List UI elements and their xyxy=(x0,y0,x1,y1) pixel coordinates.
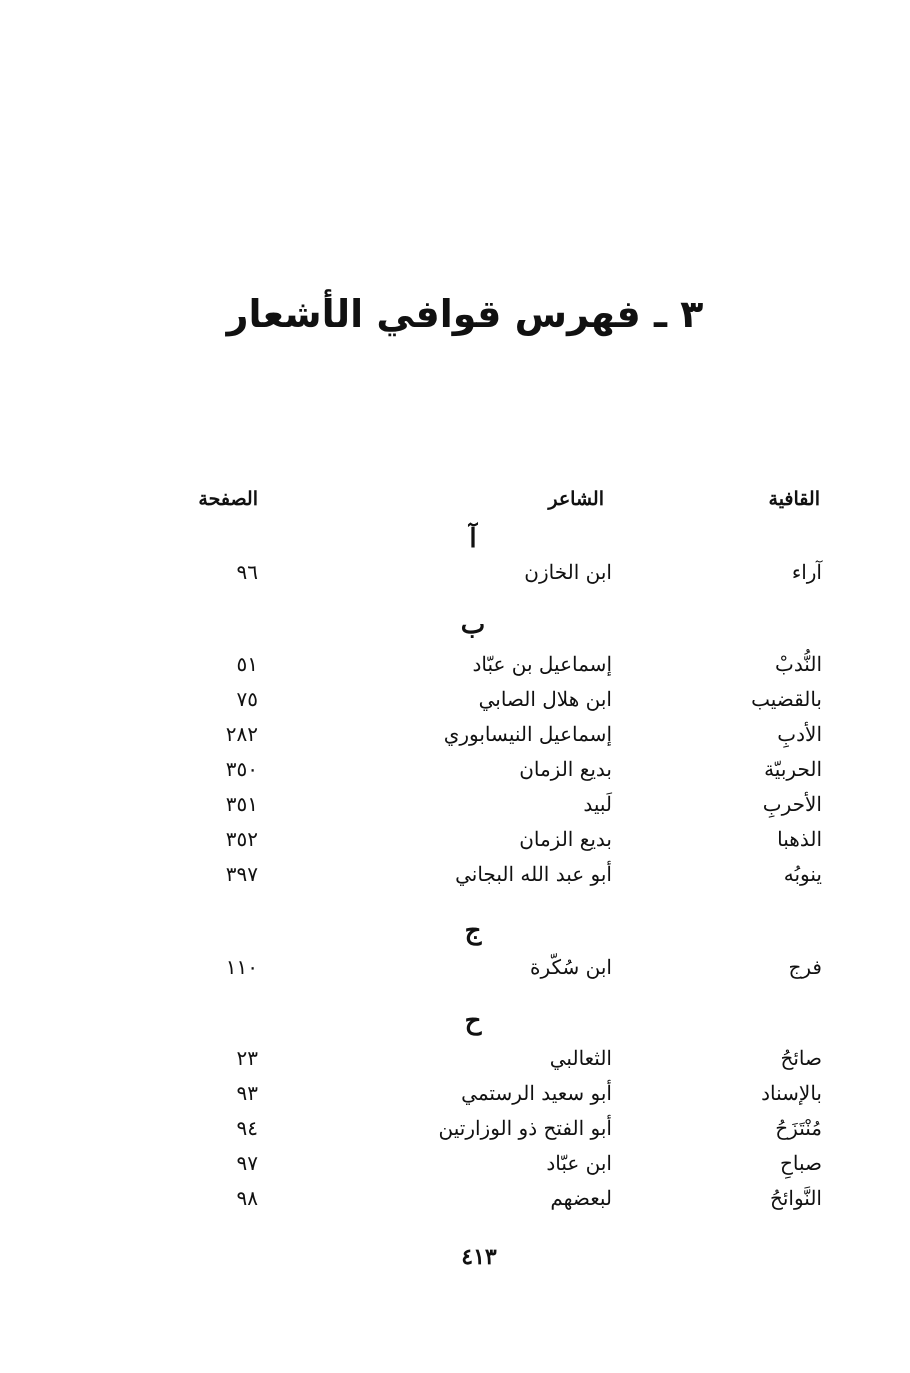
table-row xyxy=(0,1116,910,1150)
poet-cell: إسماعيل النيسابوري xyxy=(443,722,612,746)
page-number: ٤١٣ xyxy=(461,1244,497,1270)
poet-cell: لبعضهم xyxy=(550,1186,612,1210)
rhyme-cell: آراء xyxy=(791,560,822,584)
table-row xyxy=(0,757,910,791)
section-letter-jim: ج xyxy=(464,916,482,946)
page-cell: ٣٥٢ xyxy=(225,827,258,851)
page-cell: ٩٨ xyxy=(236,1186,258,1210)
header-rhyme: القافية xyxy=(768,488,820,510)
rhyme-cell: بالإسناد xyxy=(761,1081,822,1105)
page-title: ٣ ـ فهرس قوافي الأشعار xyxy=(226,292,704,336)
table-row xyxy=(0,1081,910,1115)
page-cell: ٣٥١ xyxy=(225,792,258,816)
page-cell: ٩٦ xyxy=(236,560,258,584)
page-cell: ٢٨٢ xyxy=(225,722,258,746)
table-row xyxy=(0,827,910,861)
rhyme-cell: مُنْتَزَحُ xyxy=(775,1116,822,1140)
page-cell: ٩٧ xyxy=(236,1151,258,1175)
rhyme-cell: النَّوائحُ xyxy=(769,1186,822,1210)
section-letter-alif: آ xyxy=(469,524,477,554)
section-letter-ba: ب xyxy=(460,610,486,640)
section-letter-ha: ح xyxy=(464,1006,482,1036)
page-cell: ٩٤ xyxy=(236,1116,258,1140)
poet-cell: بديع الزمان xyxy=(519,757,612,781)
poet-cell: ابن الخازن xyxy=(524,560,612,584)
table-row xyxy=(0,1186,910,1220)
header-poet: الشاعر xyxy=(548,488,604,510)
page-cell: ٧٥ xyxy=(236,687,258,711)
poet-cell: ابن سُكّرة xyxy=(529,955,612,979)
table-row xyxy=(0,792,910,826)
page-cell: ٥١ xyxy=(236,652,258,676)
table-row xyxy=(0,560,910,594)
rhyme-cell: الذهبا xyxy=(777,827,822,851)
header-page: الصفحة xyxy=(198,488,258,510)
rhyme-cell: صائحُ xyxy=(780,1046,822,1070)
rhyme-cell: فرج xyxy=(788,955,822,979)
table-row xyxy=(0,1151,910,1185)
poet-cell: أبو الفتح ذو الوزارتين xyxy=(438,1116,612,1140)
rhyme-cell: بالقضيب xyxy=(751,687,822,711)
poet-cell: أبو عبد الله البجاني xyxy=(455,862,612,886)
page-cell: ٢٣ xyxy=(236,1046,258,1070)
rhyme-cell: الأحربِ xyxy=(762,792,822,816)
page-cell: ٩٣ xyxy=(236,1081,258,1105)
rhyme-cell: النُّدبْ xyxy=(774,652,822,676)
poet-cell: الثعالبي xyxy=(549,1046,612,1070)
page-cell: ٣٩٧ xyxy=(225,862,258,886)
rhyme-cell: ينوبُه xyxy=(783,862,822,886)
poet-cell: ابن عبّاد xyxy=(546,1151,612,1175)
table-row xyxy=(0,687,910,721)
poet-cell: بديع الزمان xyxy=(519,827,612,851)
poet-cell: ابن هلال الصابي xyxy=(478,687,612,711)
rhyme-cell: صباحِ xyxy=(779,1151,822,1175)
table-row xyxy=(0,955,910,989)
rhyme-cell: الأدبِ xyxy=(777,722,822,746)
poet-cell: لَبيد xyxy=(583,792,612,816)
page-cell: ٣٥٠ xyxy=(225,757,258,781)
page-cell: ١١٠ xyxy=(225,955,258,979)
table-row xyxy=(0,722,910,756)
table-row xyxy=(0,652,910,686)
table-row xyxy=(0,862,910,896)
poet-cell: أبو سعيد الرستمي xyxy=(461,1081,612,1105)
table-row xyxy=(0,1046,910,1080)
rhyme-cell: الحربيّة xyxy=(764,757,822,781)
poet-cell: إسماعيل بن عبّاد xyxy=(472,652,612,676)
